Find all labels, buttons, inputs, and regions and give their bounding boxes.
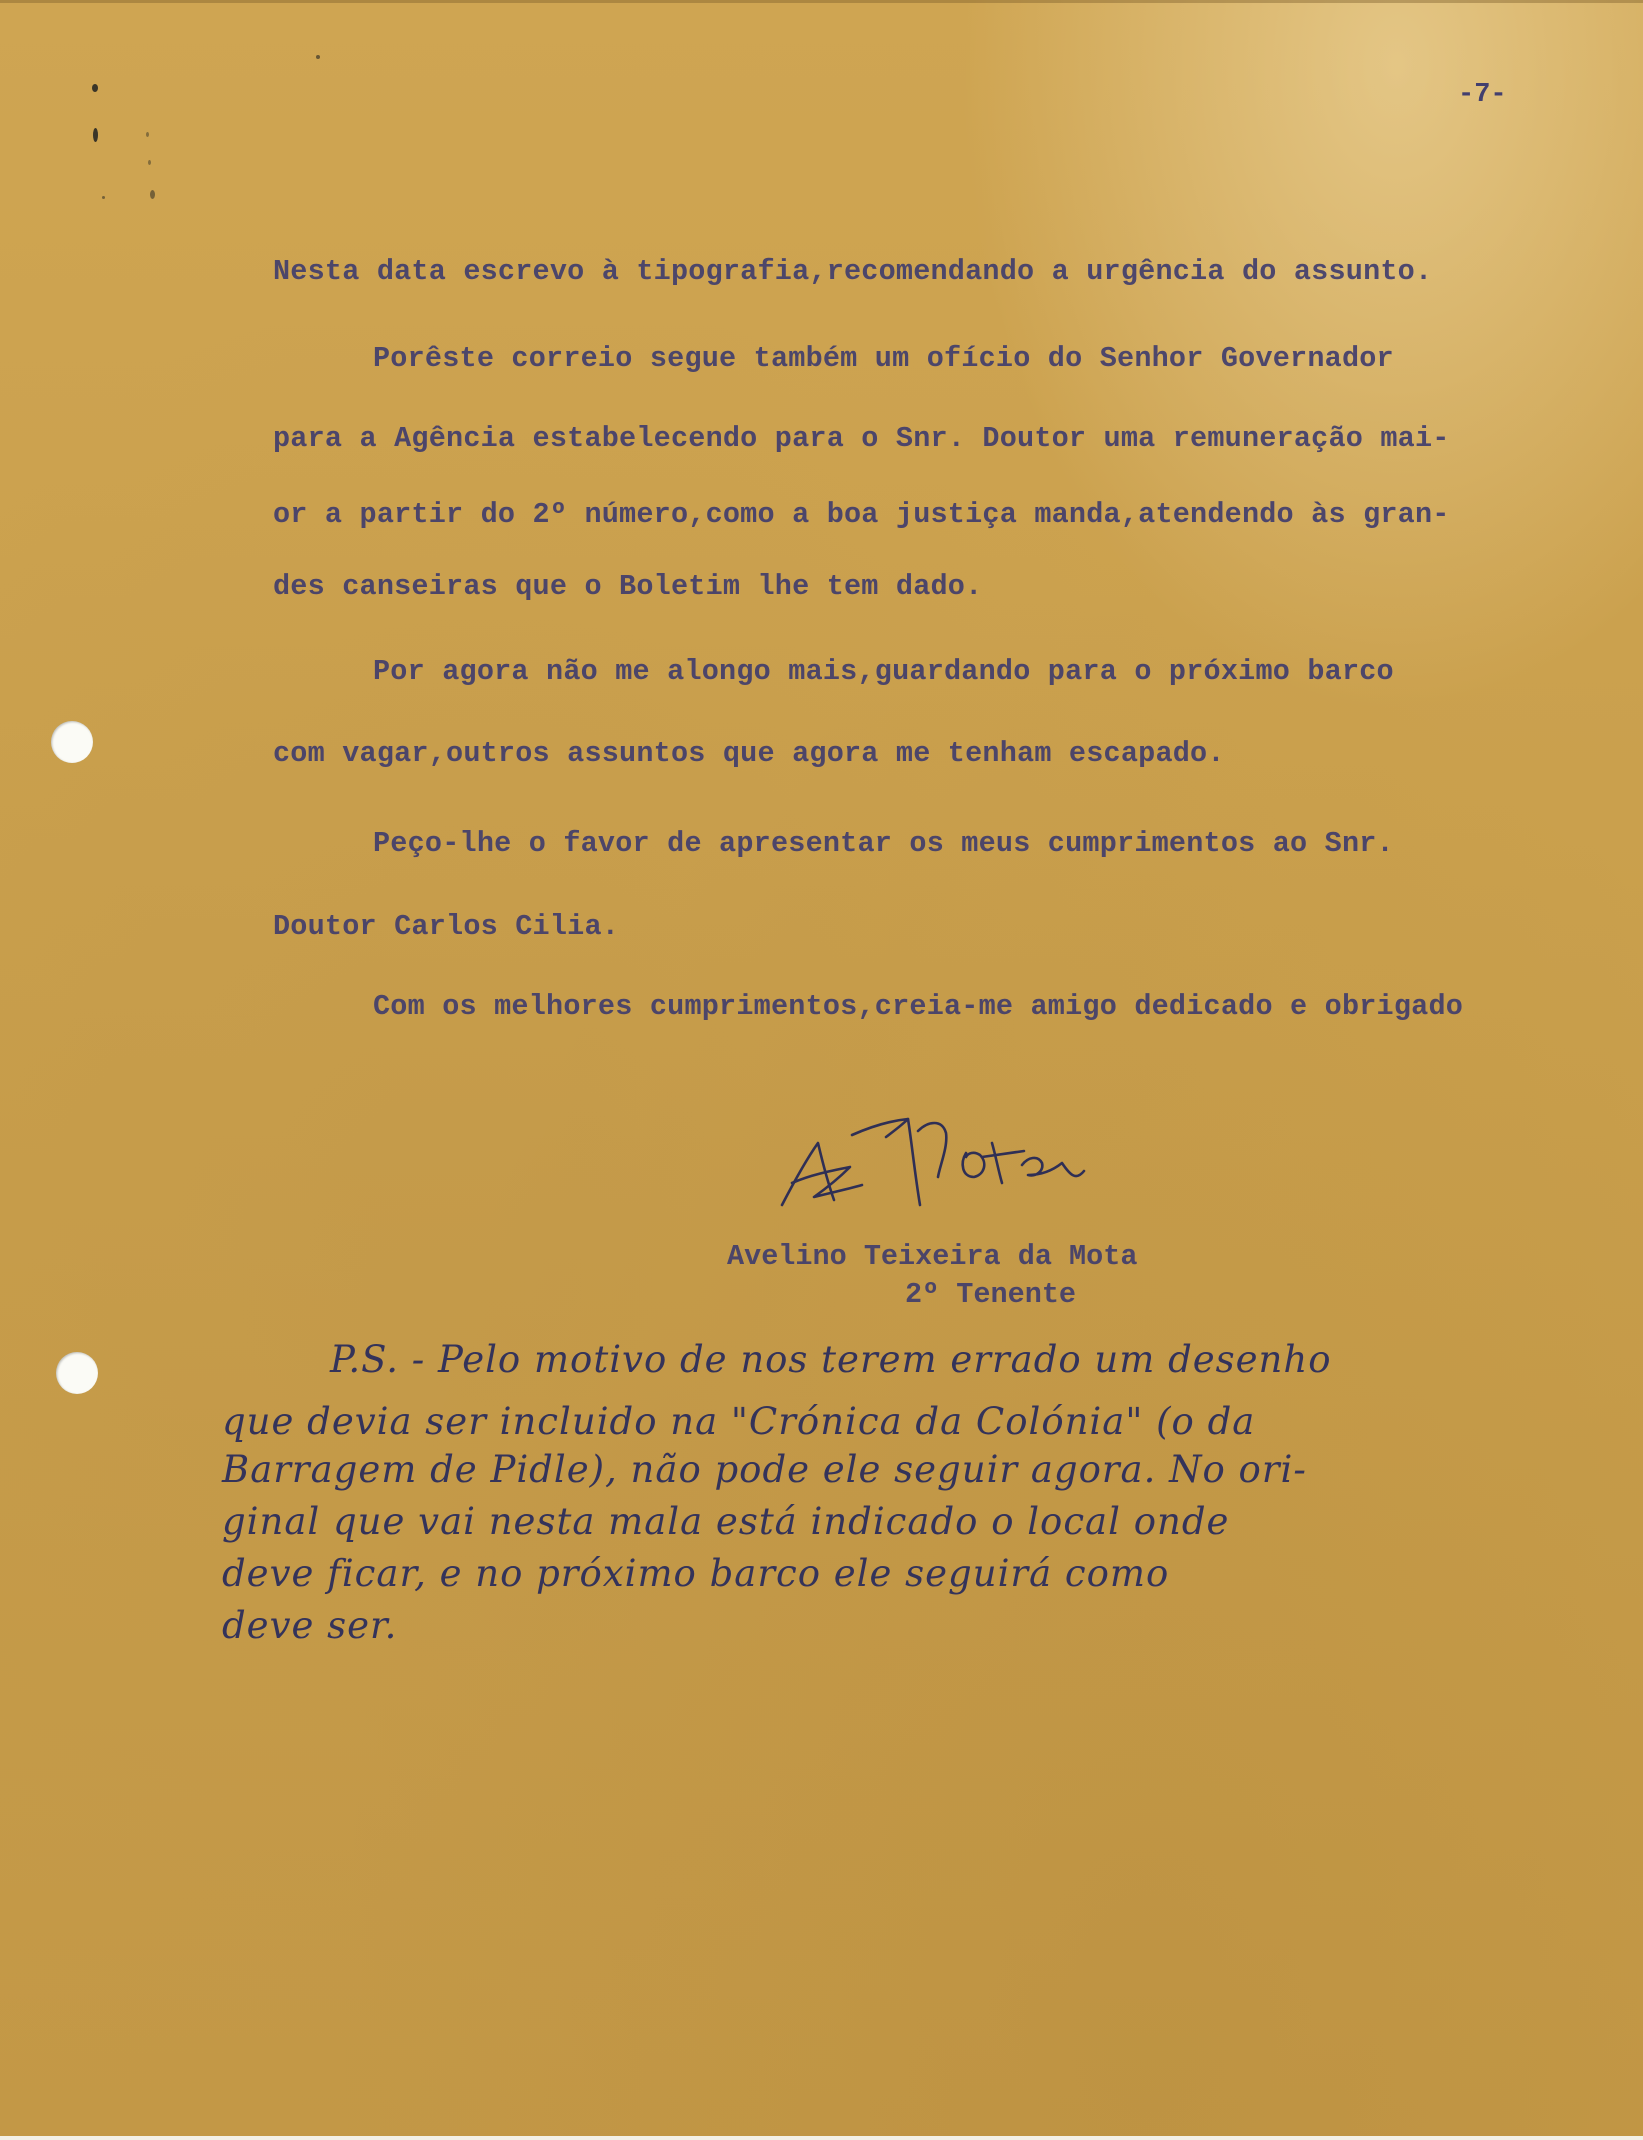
body-line: com vagar,outros assuntos que agora me tenham escapado.	[273, 737, 1225, 770]
page-top-edge	[0, 0, 1643, 3]
body-line: Com os melhores cumprimentos,creia-me amigo dedicado e obrigado	[373, 990, 1464, 1023]
body-line: or a partir do 2º número,como a boa justiça manda,atendendo às gran-	[273, 498, 1450, 531]
signatory-rank: 2º Tenente	[905, 1278, 1077, 1311]
margin-speck	[93, 128, 98, 142]
postscript-line: Barragem de Pidle), não pode ele seguir agora. No ori-	[222, 1448, 1307, 1491]
punch-hole-lower	[56, 1352, 98, 1394]
margin-speck	[92, 84, 98, 92]
postscript-line: deve ser.	[222, 1604, 398, 1647]
postscript-line: que devia ser incluido na "Crónica da Colónia" (o da	[222, 1400, 1256, 1443]
margin-speck	[102, 196, 105, 199]
margin-speck	[316, 55, 320, 59]
body-line: Por agora não me alongo mais,guardando para o próximo barco	[373, 655, 1394, 688]
signatory-name: Avelino Teixeira da Mota	[727, 1240, 1138, 1273]
body-line: Peço-lhe o favor de apresentar os meus cumprimentos ao Snr.	[373, 827, 1394, 860]
body-line: para a Agência estabelecendo para o Snr. Doutor uma remuneração mai-	[273, 422, 1450, 455]
body-line: Porêste correio segue também um ofício do Senhor Governador	[373, 342, 1394, 375]
page-number: -7-	[1458, 80, 1507, 110]
body-line: Doutor Carlos Cilia.	[273, 910, 620, 943]
margin-speck	[150, 190, 155, 199]
margin-speck	[148, 160, 151, 165]
body-line: des canseiras que o Boletim lhe tem dado.	[273, 570, 983, 603]
postscript-line: deve ficar, e no próximo barco ele seguirá como	[222, 1552, 1170, 1595]
margin-speck	[146, 132, 149, 137]
page-bottom-edge	[0, 2136, 1643, 2140]
punch-hole-upper	[51, 721, 93, 763]
handwritten-signature	[770, 1105, 1100, 1220]
postscript-line: P.S. - Pelo motivo de nos terem errado um desenho	[330, 1338, 1332, 1381]
postscript-line: ginal que vai nesta mala está indicado o local onde	[222, 1500, 1230, 1543]
body-line: Nesta data escrevo à tipografia,recomendando a urgência do assunto.	[273, 255, 1433, 288]
